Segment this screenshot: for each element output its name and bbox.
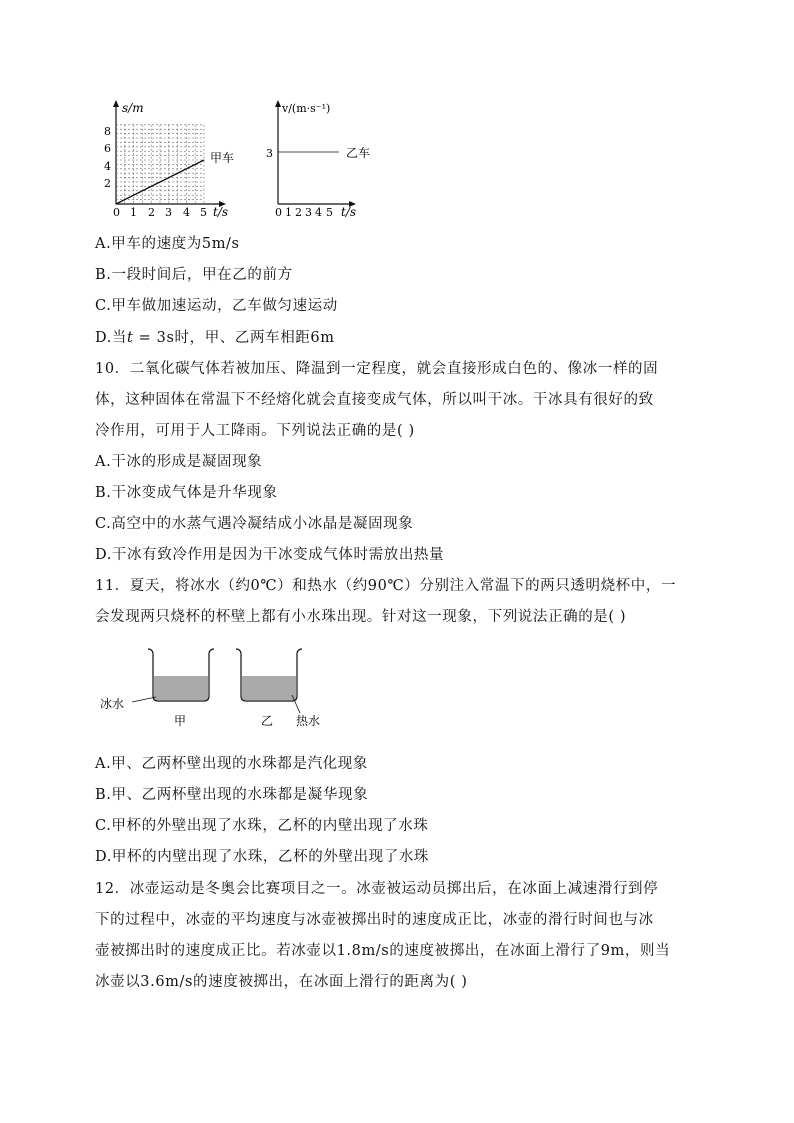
q11-option-b: B.甲、乙两杯壁出现的水珠都是凝华现象 (95, 787, 369, 803)
q12-stem-line: 壶被掷出时的速度成正比。若冰壶以1.8m/s的速度被掷出，在冰面上滑行了9m，则当 (95, 943, 671, 959)
beakers-figure (100, 643, 340, 735)
q12-stem-line: 下的过程中，冰壶的平均速度与冰壶被掷出时的速度成正比，冰壶的滑行时间也与冰 (95, 912, 654, 928)
graph-a-ytick: 8 (104, 125, 111, 138)
graph-a-xtick: 5 (200, 206, 207, 219)
graph-a-st (100, 98, 260, 223)
q9-d-prefix: D.当 (95, 330, 128, 346)
q12-stem-line: 12．冰壶运动是冬奥会比赛项目之一。冰壶被运动员掷出后，在冰面上减速滑行到停 (95, 881, 659, 897)
label-beaker-b: 乙 (261, 714, 274, 728)
graph-a-xtick: 2 (148, 206, 155, 219)
q9-option-c: C.甲车做加速运动，乙车做匀速运动 (95, 298, 338, 314)
q9-d-var: t (127, 330, 134, 346)
graph-a-xtick: 3 (165, 206, 172, 219)
q9-d-suffix: = 3s时，甲、乙两车相距6m (133, 330, 335, 346)
graph-a-ytick: 4 (104, 160, 111, 173)
graph-b-xtick: 0 (275, 206, 282, 219)
q12-stem-line: 冰壶以3.6m/s的速度被掷出，在冰面上滑行的距离为( ) (95, 974, 468, 990)
q10-option-d: D.干冰有致冷作用是因为干冰变成气体时需放出热量 (95, 547, 445, 563)
q11-option-a: A.甲、乙两杯壁出现的水珠都是汽化现象 (95, 756, 368, 772)
graph-a-xtick: 1 (130, 206, 137, 219)
beaker-b (236, 649, 302, 701)
q10-stem-line: 冷作用，可用于人工降雨。下列说法正确的是( ) (95, 423, 415, 439)
graph-a-xtick: 0 (113, 206, 120, 219)
q11-stem-line: 会发现两只烧杯的杯壁上都有小水珠出现。针对这一现象，下列说法正确的是( ) (95, 609, 627, 625)
graph-b-ytick: 3 (266, 147, 273, 160)
label-ice-water: 冰水 (100, 697, 125, 711)
q10-option-c: C.高空中的水蒸气遇冷凝结成小冰晶是凝固现象 (95, 516, 414, 532)
graph-b-xtick: 3 (305, 206, 312, 219)
q11-stem-line: 11．夏天，将冰水（约0℃）和热水（约90℃）分别注入常温下的两只透明烧杯中，一 (95, 578, 677, 594)
graph-b-xlabel: t/s (341, 205, 357, 219)
q10-stem-line: 体，这种固体在常温下不经熔化就会直接变成气体，所以叫干冰。干冰具有很好的致 (95, 392, 654, 408)
q9-option-b: B.一段时间后，甲在乙的前方 (95, 267, 293, 283)
q10-option-b: B.干冰变成气体是升华现象 (95, 485, 278, 501)
q11-option-c: C.甲杯的外壁出现了水珠，乙杯的内壁出现了水珠 (95, 818, 429, 834)
graph-b-xtick: 1 (285, 206, 292, 219)
q10-stem-line: 10．二氧化碳气体若被加压、降温到一定程度，就会直接形成白色的、像冰一样的固 (95, 361, 659, 377)
graph-a-xlabel: t/s (213, 205, 229, 219)
graph-a-xtick: 4 (183, 206, 190, 219)
graph-b-vt (262, 98, 392, 223)
q9-option-d (95, 328, 335, 348)
beaker-a (148, 649, 214, 701)
graph-b-series-label: 乙车 (346, 146, 371, 160)
graph-b-ylabel: v/(m·s⁻¹) (282, 102, 331, 115)
graph-b-xtick: 4 (315, 206, 322, 219)
q10-option-a: A.干冰的形成是凝固现象 (95, 454, 263, 470)
label-beaker-a: 甲 (174, 714, 187, 728)
graph-a-ytick: 2 (104, 177, 111, 190)
graph-a-series-label: 甲车 (210, 151, 235, 165)
graph-a-ytick: 6 (104, 142, 111, 155)
graph-a-ylabel: s/m (122, 101, 144, 115)
graph-b-xtick: 2 (295, 206, 302, 219)
q9-option-a: A.甲车的速度为5m/s (95, 236, 240, 252)
graph-b-xtick: 5 (326, 206, 333, 219)
label-hot-water: 热水 (296, 714, 321, 728)
q11-option-d: D.甲杯的内壁出现了水珠，乙杯的外壁出现了水珠 (95, 849, 430, 865)
